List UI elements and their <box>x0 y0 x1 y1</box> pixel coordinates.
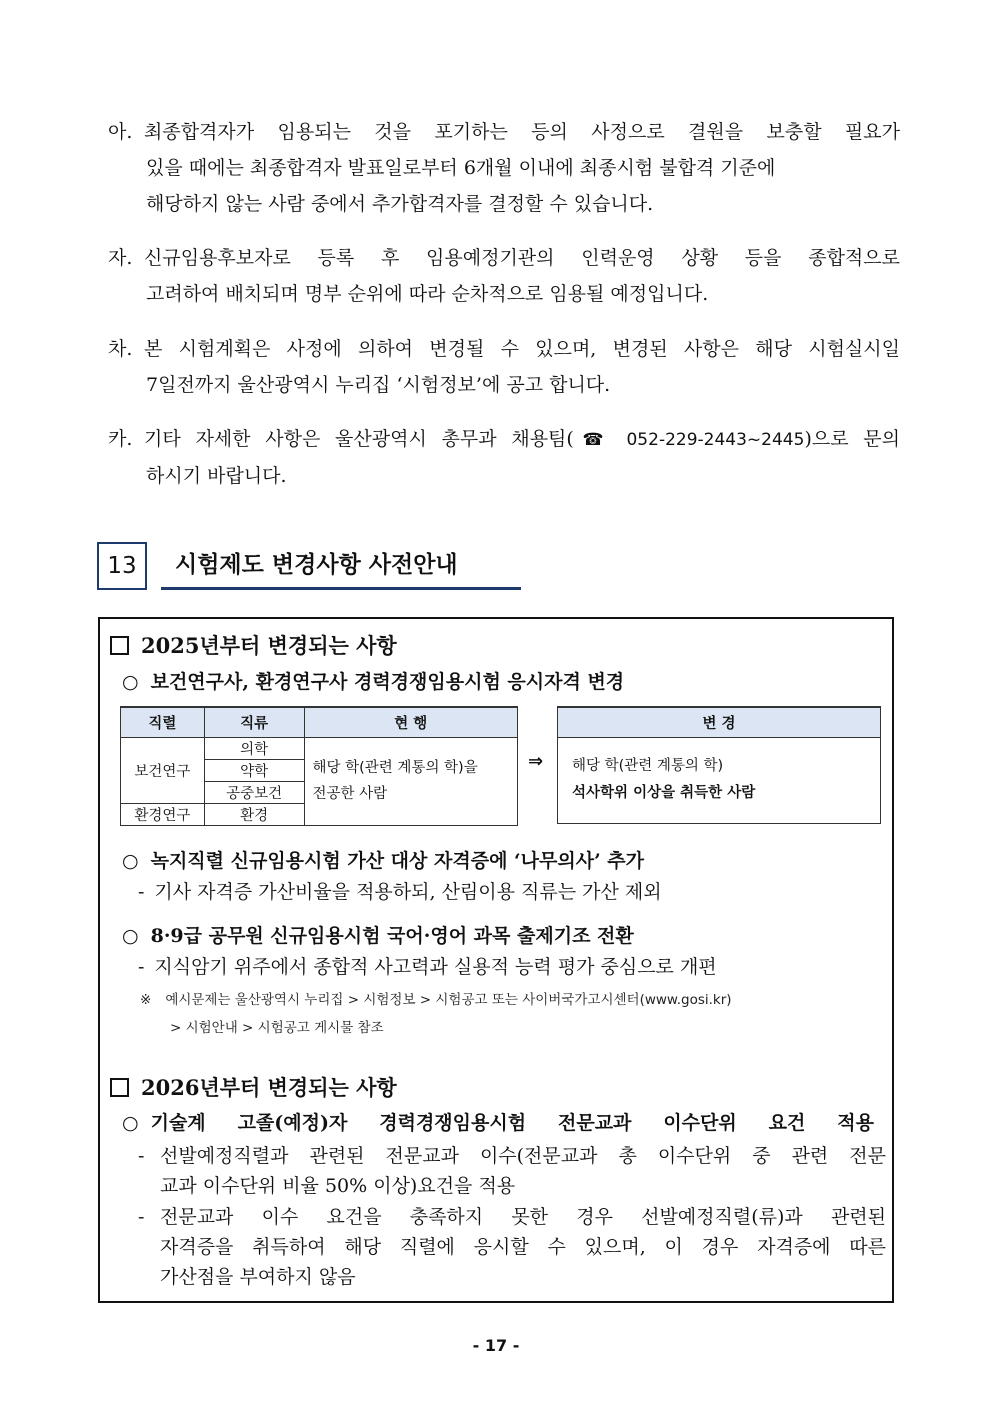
reference-note-continued: > 시험안내 > 시험공고 게시물 참조 <box>170 1020 384 1036</box>
item-marker: 자. <box>108 247 133 269</box>
dash-bullet: - <box>138 956 145 978</box>
notice-item-ka <box>108 421 900 494</box>
phone-number: ☎ 052-229-2443~2445 <box>573 430 805 450</box>
section-header <box>97 542 521 590</box>
current-requirements-table <box>120 706 518 826</box>
notice-item-ja <box>108 240 900 312</box>
header-change: 변 경 <box>558 707 881 737</box>
cell-series: 환경연구 <box>121 803 205 825</box>
item-text: 최종합격자가 임용되는 것을 포기하는 등의 사정으로 결원을 보충할 필요가 <box>144 121 900 143</box>
section-number: 13 <box>97 542 147 590</box>
item-marker: 차. <box>108 338 133 360</box>
notice-item-cha <box>108 331 900 403</box>
item-text: 신규임용후보자로 등록 후 임용예정기관의 인력운영 상황 등을 종합적으로 <box>144 247 900 269</box>
item-text: 7일전까지 울산광역시 누리집 ‘시험정보’에 공고 합니다. <box>146 374 611 396</box>
reference-note: ※ 예시문제는 울산광역시 누리집 > 시험정보 > 시험공고 또는 사이버국가고시센터(www.gosi.kr) <box>140 992 732 1008</box>
dash-bullet: - <box>138 1206 145 1228</box>
heading-2025: 2025년부터 변경되는 사항 <box>110 631 397 661</box>
heading-2026: 2026년부터 변경되는 사항 <box>110 1073 397 1103</box>
item-text: 있을 때에는 최종합격자 발표일로부터 6개월 이내에 최종시험 불합격 기준에 <box>146 157 776 179</box>
page-number: - 17 - <box>472 1336 520 1355</box>
item-marker: 카. <box>108 428 133 450</box>
cell-current-requirement: 해당 학(관련 계통의 학)을 전공한 사람 <box>304 737 517 825</box>
cell-class: 공중보건 <box>204 781 304 803</box>
changes-box <box>98 617 894 1303</box>
circle-bullet-icon: ○ <box>122 1112 139 1134</box>
topic-detail: - 지식암기 위주에서 종합적 사고력과 실용적 능력 평가 중심으로 개편 <box>138 956 717 978</box>
item-text: 해당하지 않는 사람 중에서 추가합격자를 결정할 수 있습니다. <box>146 193 654 215</box>
dash-bullet: - <box>138 881 145 903</box>
cell-series: 보건연구 <box>121 737 205 803</box>
topic-major-credits: ○ 기술계 고졸(예정)자 경력경쟁임용시험 전문교과 이수단위 요건 적용 <box>122 1108 874 1138</box>
checkbox-square-icon <box>110 1078 129 1097</box>
item-text: 하시기 바랍니다. <box>146 465 287 487</box>
note-marker: ※ <box>140 992 152 1008</box>
header-series: 직렬 <box>121 707 205 737</box>
item-text: 고려하여 배치되며 명부 순위에 따라 순차적으로 임용될 예정입니다. <box>146 283 709 305</box>
cell-class: 약학 <box>204 759 304 781</box>
cell-class: 환경 <box>204 803 304 825</box>
circle-bullet-icon: ○ <box>122 671 139 693</box>
topic-detail: - 선발예정직렬과 관련된 전문교과 이수(전문교과 총 이수단위 중 관련 전문 교과 이수단위 비율 50% 이상)요건을 적용 <box>138 1141 886 1201</box>
circle-bullet-icon: ○ <box>122 925 139 947</box>
header-current: 현 행 <box>304 707 517 737</box>
topic-detail: - 기사 자격증 가산비율을 적용하되, 산림이용 직류는 가산 제외 <box>138 881 662 903</box>
checkbox-square-icon <box>110 636 129 655</box>
circle-bullet-icon: ○ <box>122 850 139 872</box>
header-class: 직류 <box>204 707 304 737</box>
cell-changed-requirement: 해당 학(관련 계통의 학) 석사학위 이상을 취득한 사람 <box>558 737 881 823</box>
changed-requirements-table <box>557 706 881 824</box>
cell-class: 의학 <box>204 737 304 759</box>
topic-exam-direction: ○ 8·9급 공무원 신규임용시험 국어·영어 과목 출제기조 전환 <box>122 925 634 947</box>
section-title: 시험제도 변경사항 사전안내 <box>161 542 521 590</box>
item-text: 본 시험계획은 사정에 의하여 변경될 수 있으며, 변경된 사항은 해당 시험실시일 <box>144 338 900 360</box>
dash-bullet: - <box>138 1145 145 1167</box>
topic-tree-doctor: ○ 녹지직렬 신규임용시험 가산 대상 자격증에 ‘나무의사’ 추가 <box>122 850 645 872</box>
item-marker: 아. <box>108 121 133 143</box>
topic-detail: - 전문교과 이수 요건을 충족하지 못한 경우 선발예정직렬(류)과 관련된 자격증을 취득하여 해당 직렬에 응시할 수 있으며, 이 경우 자격증에 따른 가산점을 부여하지 않음 <box>138 1202 886 1292</box>
item-text: 기타 자세한 사항은 울산광역시 총무과 채용팀(☎ 052-229-2443~2445)으로 문의 <box>144 428 901 450</box>
topic-researcher-qualification: ○ 보건연구사, 환경연구사 경력경쟁임용시험 응시자격 변경 <box>122 671 625 693</box>
right-arrow-icon: ⇒ <box>528 751 544 772</box>
notice-item-a <box>108 114 900 222</box>
